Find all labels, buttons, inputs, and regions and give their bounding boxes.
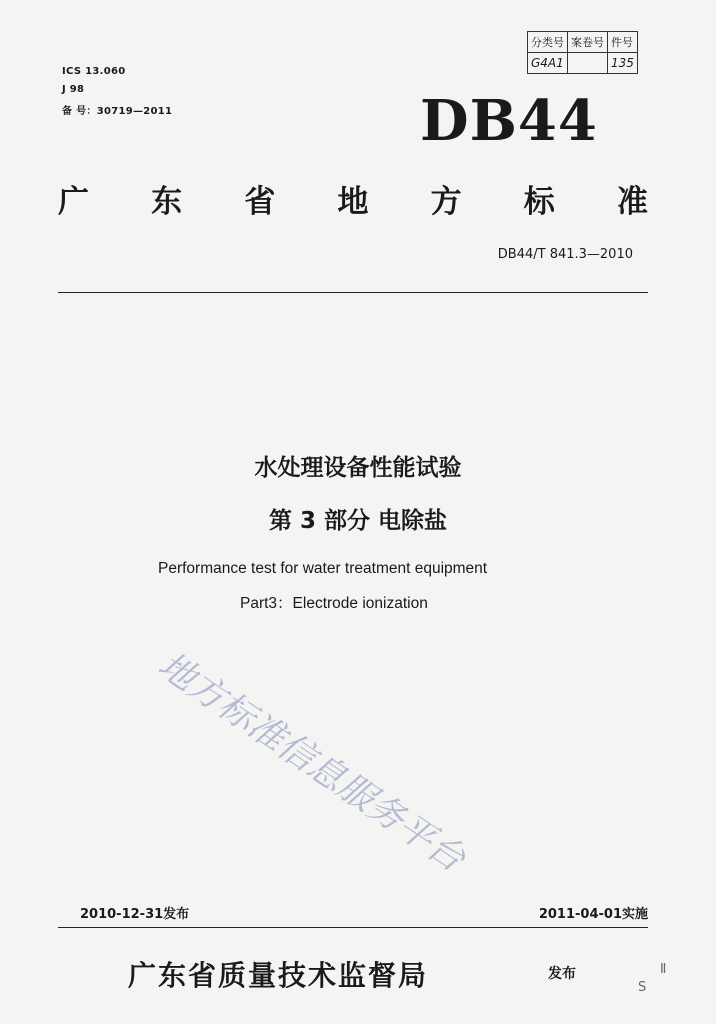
standard-type-char: 东 <box>151 184 183 220</box>
standard-type-char: 准 <box>616 184 648 220</box>
standard-type-title <box>58 176 648 221</box>
stamp-value-class: G4A1 <box>528 53 568 74</box>
standard-type-char: 地 <box>337 184 369 220</box>
ics-code: ICS 13.060 <box>62 66 126 77</box>
stamp-header-item: 件号 <box>608 32 638 53</box>
footer-divider <box>58 927 648 928</box>
stamp-header-row <box>528 32 638 53</box>
title-cn-line1: 水处理设备性能试验 <box>254 455 462 481</box>
stamp-value-item: 135 <box>608 53 638 74</box>
stamp-value-file <box>568 53 608 74</box>
standard-type-char: 广 <box>58 184 89 220</box>
filing-number <box>62 102 172 117</box>
standard-code: DB44/T 841.3—2010 <box>497 247 633 262</box>
issue-label: 发布 <box>548 966 576 982</box>
standard-type-char: 方 <box>430 184 462 220</box>
stamp-header-class: 分类号 <box>528 32 568 53</box>
implement-date: 2011-04-01实施 <box>538 907 648 922</box>
watermark: 地方标准信息服务平台 <box>150 644 472 880</box>
db44-logo: DB44 <box>420 88 598 154</box>
title-en-line1: Performance test for water treatment equipment <box>158 560 488 577</box>
publish-date: 2010-12-31发布 <box>80 907 190 922</box>
archive-stamp <box>527 31 638 74</box>
header-divider <box>58 292 648 293</box>
issuing-authority: 广东省质量技术监督局 <box>128 959 429 992</box>
scan-mark: S <box>638 980 647 995</box>
standard-type-char: 标 <box>523 184 555 220</box>
stamp-value-row <box>528 53 638 74</box>
j-code: J 98 <box>62 84 85 95</box>
filing-value: 30719—2011 <box>96 106 173 117</box>
page-mark: Ⅱ <box>660 962 667 977</box>
filing-label: 备 号： <box>62 106 97 117</box>
standard-type-char: 省 <box>244 184 276 220</box>
title-en-line2: Part3：Electrode ionization <box>240 595 428 612</box>
stamp-header-file: 案卷号 <box>568 32 608 53</box>
title-cn-line2: 第 3 部分 电除盐 <box>268 508 448 534</box>
